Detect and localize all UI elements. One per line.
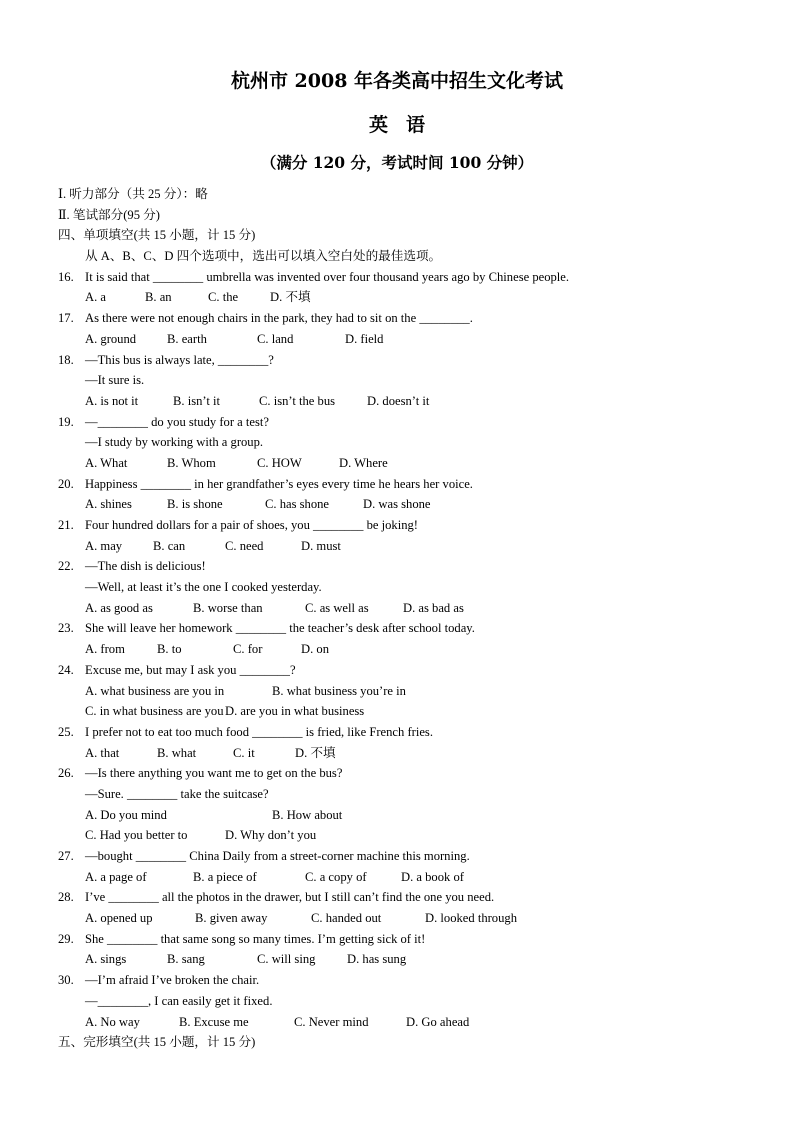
options-row [58, 329, 758, 350]
options-row [58, 949, 758, 970]
question-stem [58, 660, 758, 681]
answer-option: D. Where [339, 455, 388, 470]
section-heading: 四、单项填空(共 15 小题，计 15 分) [58, 228, 256, 243]
question-number [58, 577, 85, 598]
question-stem [58, 618, 758, 639]
question-number: 16. [58, 269, 74, 284]
question-text: Excuse me, but may I ask you ________? [85, 662, 296, 677]
answer-option: C. in what business are you [85, 704, 224, 719]
answer-option: B. an [145, 290, 172, 305]
answer-option: A. that [85, 745, 120, 760]
question-text: —The dish is delicious! [85, 559, 206, 574]
answer-option: C. HOW [257, 455, 302, 470]
question-stem [58, 763, 758, 784]
question-text: —________ do you study for a test? [85, 414, 269, 429]
question-number [58, 991, 85, 1012]
options-row [58, 805, 758, 826]
question-number: 25. [58, 724, 74, 739]
question-number: 18. [58, 352, 74, 367]
options-row [58, 681, 758, 702]
question-number: 27. [58, 849, 74, 863]
question-text: I’ve ________ all the photos in the drawer, but I still can’t find the one you need. [85, 890, 495, 905]
answer-option: C. isn’t the bus [259, 393, 336, 408]
answer-option: C. as well as [305, 600, 369, 615]
question-number: 29. [58, 931, 74, 946]
question-text: She ________ that same song so many times. I’m getting sick of it! [85, 931, 426, 946]
answer-option: D. 不填 [270, 290, 311, 305]
question-list [58, 267, 758, 1032]
answer-option: A. No way [85, 1014, 140, 1029]
answer-option: D. Why don’t you [225, 828, 317, 843]
options-row [58, 453, 758, 474]
question-text: —________, I can easily get it fixed. [85, 993, 273, 1008]
subject-title: 英语 [368, 114, 443, 136]
question-number: 30. [58, 973, 74, 988]
question-stem [58, 970, 758, 991]
answer-option: C. for [233, 642, 263, 657]
answer-option: D. was shone [363, 497, 431, 512]
answer-option: A. a page of [85, 869, 147, 884]
answer-option: A. is not it [85, 393, 139, 408]
answer-option: D. Go ahead [406, 1014, 470, 1029]
answer-option: C. handed out [311, 911, 382, 926]
options-row [58, 908, 758, 929]
question-number: 20. [58, 476, 74, 491]
section-heading: Ⅰ. 听力部分（共 25 分）：略 [58, 187, 208, 201]
question-stem [58, 722, 758, 743]
question-text: —This bus is always late, ________? [85, 352, 274, 367]
section-instruction: 从 A、B、C、D 四个选项中，选出可以填入空白处的最佳选项。 [85, 249, 442, 264]
options-row [58, 287, 758, 308]
exam-subtitle: （满分 120 分，考试时间 100 分钟） [260, 153, 534, 172]
question-text: Four hundred dollars for a pair of shoes, you ________ be joking! [85, 518, 418, 532]
answer-option: B. is shone [167, 497, 223, 512]
question-text: —Is there anything you want me to get on the bus? [85, 766, 343, 781]
answer-option: D. has sung [347, 952, 407, 967]
answer-option: D. field [345, 331, 384, 346]
answer-option: C. land [257, 331, 294, 346]
options-row [58, 639, 758, 660]
section-heading: Ⅱ. 笔试部分(95 分) [58, 207, 160, 222]
answer-option: A. from [85, 642, 125, 657]
options-row [58, 867, 758, 888]
answer-option: B. Whom [167, 455, 216, 470]
options-row [58, 494, 758, 515]
answer-option: B. what [157, 745, 197, 760]
question-dialogue-line [58, 577, 758, 598]
question-text: —I study by working with a group. [85, 435, 264, 450]
question-stem [58, 350, 758, 371]
section-heading: 五、完形填空(共 15 小题，计 15 分) [58, 1035, 256, 1050]
answer-option: C. has shone [265, 497, 330, 512]
question-number [58, 784, 85, 805]
question-stem [58, 929, 758, 950]
question-stem [58, 308, 758, 329]
question-text: —Well, at least it’s the one I cooked yesterday. [85, 580, 322, 595]
answer-option: C. Had you better to [85, 828, 188, 843]
answer-option: C. need [225, 538, 264, 553]
question-dialogue-line [58, 370, 758, 391]
answer-option: D. on [301, 642, 329, 657]
answer-option: A. as good as [85, 600, 153, 615]
answer-option: A. opened up [85, 911, 153, 926]
question-stem [58, 515, 758, 536]
question-stem [58, 846, 758, 867]
answer-option: B. given away [195, 911, 268, 926]
question-text: —bought ________ China Daily from a street-corner machine this morning. [85, 849, 470, 863]
question-stem [58, 556, 758, 577]
exam-title: 杭州市 2008 年各类高中招生文化考试 [230, 70, 564, 92]
question-number: 24. [58, 662, 74, 677]
answer-option: D. looked through [425, 911, 517, 926]
answer-option: C. a copy of [305, 869, 367, 884]
question-text: It is said that ________ umbrella was invented over four thousand years ago by Chinese people. [85, 269, 570, 284]
question-text: —It sure is. [85, 373, 145, 388]
answer-option: C. Never mind [294, 1014, 369, 1029]
answer-option: A. Do you mind [85, 807, 167, 822]
answer-option: A. what business are you in [85, 683, 225, 698]
answer-option: C. the [208, 290, 239, 305]
question-stem [58, 267, 758, 288]
answer-option: B. can [153, 538, 186, 553]
answer-option: D. 不填 [295, 745, 336, 760]
answer-option: A. sings [85, 952, 127, 967]
question-text: —I’m afraid I’ve broken the chair. [85, 973, 260, 988]
question-number [58, 432, 85, 453]
options-row [58, 825, 758, 846]
question-text: She will leave her homework ________ the teacher’s desk after school today. [85, 621, 475, 636]
options-row [58, 598, 758, 619]
question-stem [58, 887, 758, 908]
question-stem [58, 474, 758, 495]
answer-option: B. worse than [193, 600, 263, 615]
answer-option: D. a book of [401, 869, 464, 884]
answer-option: A. may [85, 538, 123, 553]
answer-option: A. ground [85, 331, 137, 346]
options-row [58, 536, 758, 557]
question-dialogue-line [58, 432, 758, 453]
question-number: 22. [58, 559, 74, 574]
answer-option: A. a [85, 290, 106, 305]
question-number [58, 370, 85, 391]
question-text: As there were not enough chairs in the park, they had to sit on the ________. [85, 311, 473, 326]
question-text: Happiness ________ in her grandfather’s eyes every time he hears her voice. [85, 476, 473, 491]
options-row [58, 1012, 758, 1033]
options-row [58, 391, 758, 412]
answer-option: B. earth [167, 331, 207, 346]
answer-option: B. what business you’re in [272, 683, 406, 698]
answer-option: B. to [157, 642, 182, 657]
question-number: 19. [58, 414, 74, 429]
answer-option: D. are you in what business [225, 704, 365, 719]
question-number: 26. [58, 766, 74, 781]
answer-option: A. shines [85, 497, 132, 512]
question-number: 28. [58, 890, 74, 905]
options-row [58, 701, 758, 722]
question-number: 23. [58, 621, 74, 636]
question-number: 17. [58, 311, 74, 326]
question-number: 21. [58, 518, 74, 532]
question-stem [58, 412, 758, 433]
answer-option: B. a piece of [193, 869, 257, 884]
question-text: —Sure. ________ take the suitcase? [85, 786, 269, 801]
answer-option: B. How about [272, 807, 343, 822]
answer-option: A. What [85, 455, 128, 470]
answer-option: D. as bad as [403, 600, 464, 615]
answer-option: C. it [233, 745, 255, 760]
question-text: I prefer not to eat too much food ________ is fried, like French fries. [85, 724, 433, 739]
options-row [58, 743, 758, 764]
answer-option: D. must [301, 538, 341, 553]
answer-option: B. sang [167, 952, 205, 967]
question-dialogue-line [58, 784, 758, 805]
exam-body [58, 184, 758, 1053]
answer-option: D. doesn’t it [367, 393, 430, 408]
question-dialogue-line [58, 991, 758, 1012]
answer-option: B. isn’t it [173, 393, 221, 408]
answer-option: C. will sing [257, 952, 316, 967]
answer-option: B. Excuse me [179, 1014, 249, 1029]
